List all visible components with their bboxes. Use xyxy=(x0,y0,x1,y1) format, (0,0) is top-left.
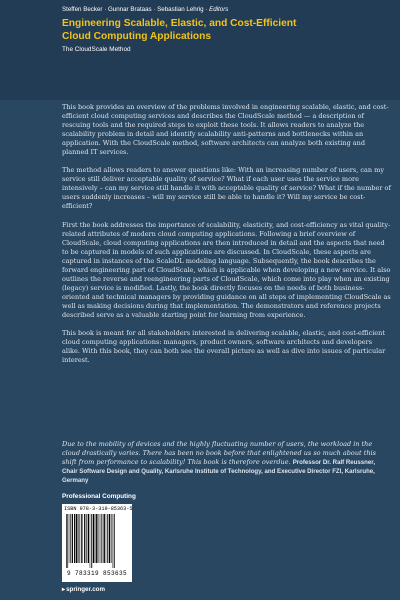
barcode-bar xyxy=(78,514,79,563)
endorsement-attribution: Professor Dr. Ralf Reussner, Chair Software Design and Quality, Karlsruhe Institute of Technology, and Executive Director FZI, Karlsruhe, Germany xyxy=(62,459,376,485)
editors-role: Editors xyxy=(209,6,229,13)
barcode-bar xyxy=(111,514,112,563)
barcode-bar xyxy=(81,514,82,563)
barcode-bar xyxy=(82,514,83,563)
barcode-panel xyxy=(62,504,132,582)
barcode-bar xyxy=(96,514,97,563)
barcode-bar xyxy=(72,514,73,563)
blurb-paragraph-3: First the book addresses the importance of scalability, elasticity, and cost-efficiency as vital quality-related attributes of modern cloud computing applications. Following a brief overview of CloudScale, cloud computing applications are then introduced in detail and the aspects that need to be captured in models of such applications are discussed. In CloudScale, these aspects are captured in instances of the ScaleDL modeling language. Subsequently, the book describes the forward engineering part of CloudScale, which is applicable when developing a new service. It also outlines the reverse and reengineering parts of CloudScale, which come into play when an existing (legacy) service is modified. Lastly, the book directly focuses on the needs of both business-oriented and technical managers by providing guidance on all steps of implementing CloudScale as well as making decisions during that implementation. The demonstrators and reference projects described serve as a valuable starting point for learning from experience. xyxy=(62,220,391,319)
book-title xyxy=(62,18,392,43)
barcode-bar xyxy=(69,514,70,563)
series-name: Professional Computing xyxy=(62,493,136,500)
barcode-bar xyxy=(74,514,75,563)
barcode-bar xyxy=(88,514,89,563)
barcode-bar xyxy=(90,514,91,568)
barcode-bar xyxy=(95,514,96,563)
editors-names: Steffen Becker · Gunnar Brataas · Sebastian Lehrig xyxy=(62,6,204,13)
barcode-bar xyxy=(101,514,102,563)
barcode-bar xyxy=(109,514,110,563)
barcode-bar xyxy=(76,514,77,563)
barcode-bar xyxy=(107,514,108,563)
barcode-bar xyxy=(113,514,114,568)
publisher-website[interactable] xyxy=(62,586,105,593)
barcode-bar xyxy=(103,514,104,563)
title-line-1: Engineering Scalable, Elastic, and Cost-Efficient xyxy=(62,18,297,29)
header-band xyxy=(0,0,400,100)
blurb-paragraph-4: This book is meant for all stakeholders interested in delivering scalable, elastic, and cost-efficient cloud computing applications: managers, product owners, software architects and developers alike. With this book, they can both see the overall picture as well as dive into issues of particular interest. xyxy=(62,329,386,365)
barcode-bar xyxy=(66,514,67,568)
barcode-bar xyxy=(70,514,71,563)
arrow-right-icon: ▸ xyxy=(62,586,66,593)
book-subtitle: The CloudScale Method xyxy=(62,46,131,53)
editors-line: Steffen Becker · Gunnar Brataas · Sebastian Lehrig · Editors xyxy=(62,6,229,13)
barcode-bar xyxy=(114,514,115,568)
barcode-bar xyxy=(91,514,92,568)
title-line-2: Cloud Computing Applications xyxy=(62,30,212,42)
barcode-bar xyxy=(99,514,100,563)
endorsement xyxy=(62,440,392,485)
barcode-bar xyxy=(67,514,68,568)
barcode-bar xyxy=(84,514,85,563)
barcode-bar xyxy=(86,514,87,563)
barcode-bar xyxy=(106,514,107,563)
ean-digits: 9 783319 853635 xyxy=(66,570,127,577)
isbn-number: ISBN 978-3-319-85363-5 xyxy=(64,506,133,512)
barcode-bar xyxy=(104,514,105,563)
barcode-image xyxy=(65,514,129,570)
blurb-body xyxy=(62,103,392,374)
barcode-bar xyxy=(93,514,94,563)
blurb-paragraph-1: This book provides an overview of the problems involved in engineering scalable, elastic, and cost-efficient cloud computing services and describes the CloudScale method — a description of rescuing tools and the required steps to exploit these tools. It allows readers to analyze the scalability problem in detail and identify scalability anti-patterns and bottlenecks within an application. With the CloudScale method, software architects can analyze both existing and planned IT services. xyxy=(62,103,389,157)
endorsement-quote: Due to the mobility of devices and the highly fluctuating number of users, the workload in the cloud drastically varies. There has been no book before that enlightened us so much about this shift from performance to scalability! This book is therefore overdue. xyxy=(62,440,376,467)
blurb-paragraph-2: The method allows readers to answer questions like: With an increasing number of users, can my service still deliver acceptable quality of service? What if each user uses the service more intensively – can my service still handle it with acceptable quality of service? What if the number of users suddenly increases – will my service still be able to handle it? Will my service be cost-efficient? xyxy=(62,166,391,211)
barcode-bar xyxy=(79,514,80,563)
barcode-bar xyxy=(100,514,101,563)
website-label: springer.com xyxy=(66,586,105,593)
